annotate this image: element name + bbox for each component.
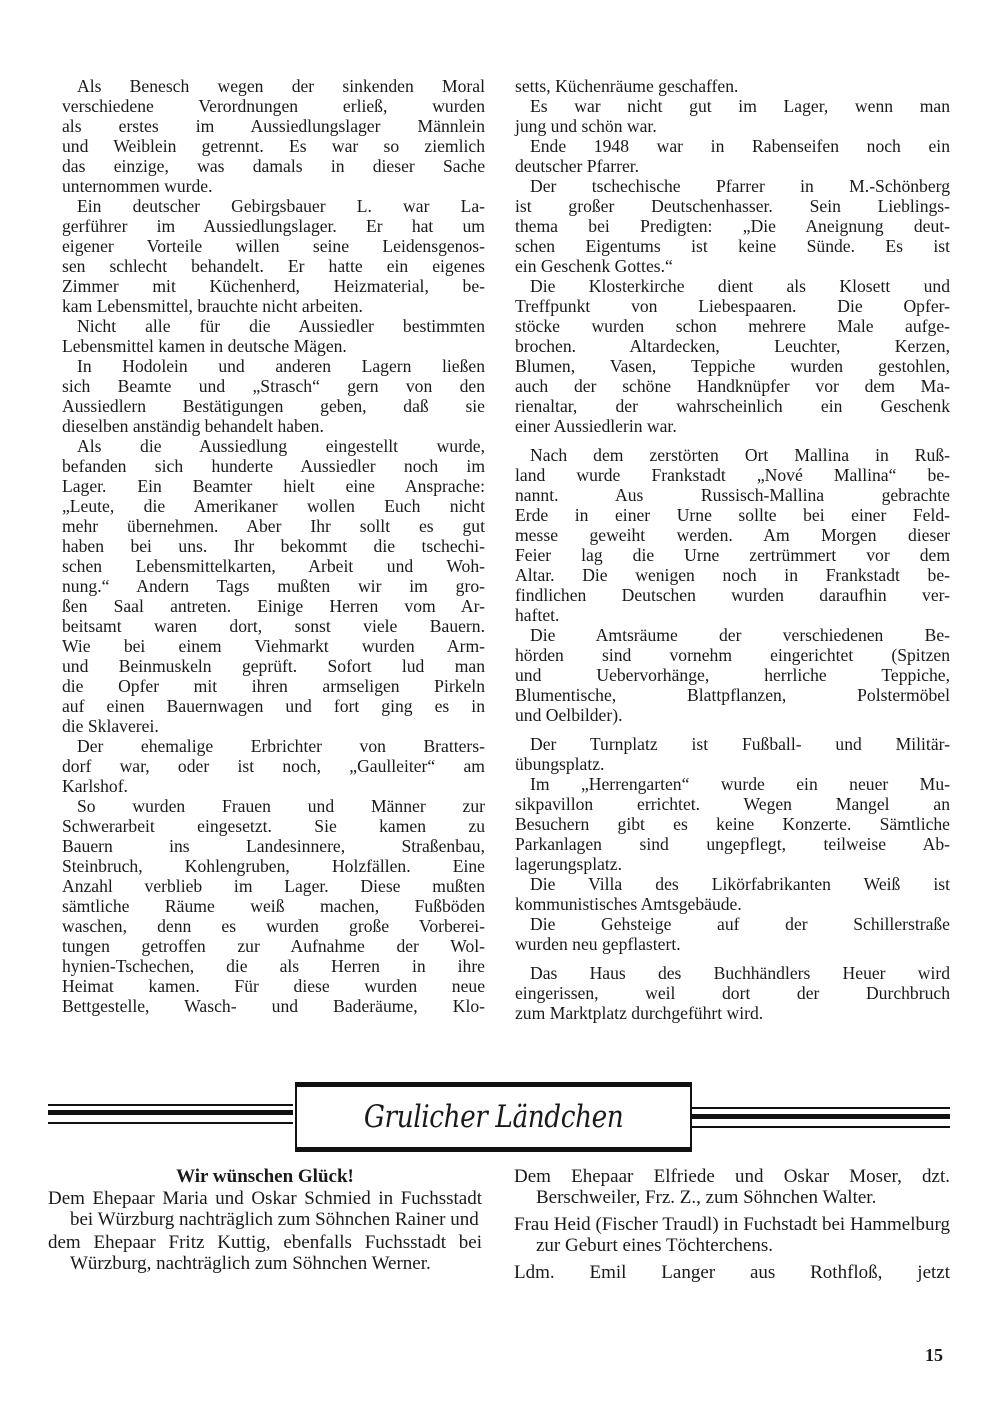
text-line: Bettgestelle, Wasch- und Baderäume, Klo- xyxy=(62,996,485,1016)
announcement-entry: Ldm. Emil Langer aus Rothfloß, jetzt xyxy=(514,1262,950,1283)
text-line: Besuchern gibt es keine Konzerte. Sämtliche xyxy=(515,814,950,834)
text-line: lagerungsplatz. xyxy=(515,854,622,874)
text-line: auch der schöne Handknüpfer vor dem Ma- xyxy=(515,376,950,396)
text-line: haben bei uns. Ihr bekommt die tschechi- xyxy=(62,536,485,556)
page-number: 15 xyxy=(925,1345,943,1365)
text-line: Blumentische, Blattpflanzen, Polstermöbel xyxy=(515,685,950,705)
text-line: mehr übernehmen. Aber Ihr sollt es gut xyxy=(62,516,485,536)
section-title-box xyxy=(295,1082,692,1152)
text-line: eingerissen, weil dort der Durchbruch xyxy=(515,983,950,1003)
text-line: thema bei Predigten: „Die Aneignung deut- xyxy=(515,216,950,236)
text-line: Erde in einer Urne sollte bei einer Feld- xyxy=(515,505,950,525)
text-line: deutscher Pfarrer. xyxy=(515,156,640,176)
banner-rule-right-thin xyxy=(690,1107,950,1109)
paragraph xyxy=(62,736,485,796)
text-line: Als die Aussiedlung eingestellt wurde, xyxy=(77,436,485,456)
paragraph xyxy=(62,356,485,436)
text-line: Steinbruch, Kohlengruben, Holzfällen. Eine xyxy=(62,856,485,876)
text-line: Nach dem zerstörten Ort Mallina in Ruß- xyxy=(530,445,950,465)
text-line: Ende 1948 war in Rabenseifen noch ein xyxy=(530,136,950,156)
paragraph xyxy=(515,963,950,1023)
text-line: nung.“ Andern Tags mußten wir im gro- xyxy=(62,576,485,596)
announcement-entry: Dem Ehepaar Maria und Oskar Schmied in Fuchsstadt bei Würzburg nachträglich zum Söhnchen Rainer und xyxy=(48,1188,482,1230)
text-line: Aussiedlern Bestätigungen geben, daß sie xyxy=(62,396,485,416)
paragraph xyxy=(515,874,950,914)
text-line: land wurde Frankstadt „Nové Mallina“ be- xyxy=(515,465,950,485)
text-line: die Sklaverei. xyxy=(62,716,159,736)
text-line: nannt. Aus Russisch-Mallina gebrachte xyxy=(515,485,950,505)
paragraph xyxy=(62,436,485,736)
text-line: Schwerarbeit eingesetzt. Sie kamen zu xyxy=(62,816,485,836)
announcement-entry: dem Ehepaar Fritz Kuttig, ebenfalls Fuchsstadt bei Würzburg, nachträglich zum Söhnchen Werner. xyxy=(48,1232,482,1274)
text-line: brochen. Altardecken, Leuchter, Kerzen, xyxy=(515,336,950,356)
paragraph xyxy=(515,76,950,96)
announcements-right-column xyxy=(514,1166,950,1284)
text-line: gerführer im Aussiedlungslager. Er hat um xyxy=(62,216,485,236)
text-line: Das Haus des Buchhändlers Heuer wird xyxy=(530,963,950,983)
text-line: schen Eigentums ist keine Sünde. Es ist xyxy=(515,236,950,256)
text-line: zum Marktplatz durchgeführt wird. xyxy=(515,1003,764,1023)
text-line: übungsplatz. xyxy=(515,754,605,774)
text-line: Der ehemalige Erbrichter von Bratters- xyxy=(77,736,485,756)
text-line: befanden sich hunderte Aussiedler noch im xyxy=(62,456,485,476)
text-line: Karlshof. xyxy=(62,776,128,796)
text-line: Altar. Die wenigen noch in Frankstadt be- xyxy=(515,565,950,585)
text-line: unternommen wurde. xyxy=(62,176,213,196)
text-line: Treffpunkt von Liebespaaren. Die Opfer- xyxy=(515,296,950,316)
text-line: Zimmer mit Küchenherd, Heizmaterial, be- xyxy=(62,276,485,296)
text-line: und Weiblein getrennt. Es war so ziemlich xyxy=(62,136,485,156)
paragraph xyxy=(515,176,950,276)
text-line: sämtliche Räume weiß machen, Fußböden xyxy=(62,896,485,916)
paragraph xyxy=(515,625,950,725)
text-line: Blumen, Vasen, Teppiche wurden gestohlen, xyxy=(515,356,950,376)
paragraph xyxy=(515,96,950,136)
text-line: Die Amtsräume der verschiedenen Be- xyxy=(530,625,950,645)
text-line: Parkanlagen sind ungepflegt, teilweise Ab- xyxy=(515,834,950,854)
announcement-entry: Dem Ehepaar Elfriede und Oskar Moser, dzt. Berschweiler, Frz. Z., zum Söhnchen Walter. xyxy=(514,1166,950,1208)
text-line: Der Turnplatz ist Fußball- und Militär- xyxy=(530,734,950,754)
text-line: wurden neu gepflastert. xyxy=(515,934,681,954)
text-line: Die Villa des Likörfabrikanten Weiß ist xyxy=(530,874,950,894)
text-line: sich Beamte und „Strasch“ gern von den xyxy=(62,376,485,396)
paragraph xyxy=(515,734,950,774)
text-line: So wurden Frauen und Männer zur xyxy=(77,796,485,816)
text-line: Der tschechische Pfarrer in M.-Schönberg xyxy=(530,176,950,196)
section-title: Grulicher Ländchen xyxy=(363,1099,624,1135)
text-line: waschen, denn es wurden große Vorberei- xyxy=(62,916,485,936)
text-line: In Hodolein und anderen Lagern ließen xyxy=(77,356,485,376)
paragraph xyxy=(62,316,485,356)
text-line: Nicht alle für die Aussiedler bestimmten xyxy=(77,316,485,336)
text-line: Wie bei einem Viehmarkt wurden Arm- xyxy=(62,636,485,656)
text-line: messe geweiht werden. Am Morgen dieser xyxy=(515,525,950,545)
text-line: sikpavillon errichtet. Wegen Mangel an xyxy=(515,794,950,814)
text-line: ist großer Deutschenhasser. Sein Lieblings- xyxy=(515,196,950,216)
text-line: und Uebervorhänge, herrliche Teppiche, xyxy=(515,665,950,685)
paragraph xyxy=(515,914,950,954)
text-line: haftet. xyxy=(515,605,560,625)
text-line: kommunistisches Amtsgebäude. xyxy=(515,894,742,914)
text-line: Lebensmittel kamen in deutsche Mägen. xyxy=(62,336,347,356)
text-line: einer Aussiedlerin war. xyxy=(515,416,677,436)
announcements-heading: Wir wünschen Glück! xyxy=(176,1166,354,1187)
text-line: rienaltar, der wahrscheinlich ein Geschenk xyxy=(515,396,950,416)
text-line: Im „Herrengarten“ wurde ein neuer Mu- xyxy=(530,774,950,794)
paragraph xyxy=(515,445,950,625)
text-line: und Beinmuskeln geprüft. Sofort lud man xyxy=(62,656,485,676)
text-line: Anzahl verblieb im Lager. Diese mußten xyxy=(62,876,485,896)
text-line: ßen Saal antreten. Einige Herren vom Ar- xyxy=(62,596,485,616)
text-line: Es war nicht gut im Lager, wenn man xyxy=(530,96,950,116)
paragraph xyxy=(515,276,950,436)
text-line: beitsamt waren dort, sonst viele Bauern. xyxy=(62,616,485,636)
text-line: als erstes im Aussiedlungslager Männlein xyxy=(62,116,485,136)
announcements-left-column xyxy=(48,1166,482,1275)
text-line: das einzige, was damals in dieser Sache xyxy=(62,156,485,176)
text-line: dorf war, oder ist noch, „Gaulleiter“ am xyxy=(62,756,485,776)
text-line: findlichen Deutschen wurden daraufhin ver- xyxy=(515,585,950,605)
text-line: schen Lebensmittelkarten, Arbeit und Woh- xyxy=(62,556,485,576)
text-line: die Opfer mit ihren armseligen Pirkeln xyxy=(62,676,485,696)
article-left-column xyxy=(62,76,485,1016)
banner-rule-left-thick xyxy=(48,1110,293,1115)
text-line: setts, Küchenräume geschaffen. xyxy=(515,76,739,96)
text-line: Ein deutscher Gebirgsbauer L. war La- xyxy=(77,196,485,216)
text-line: hörden sind vornehm eingerichtet (Spitzen xyxy=(515,645,950,665)
paragraph xyxy=(515,774,950,874)
text-line: Bauern ins Landesinnere, Straßenbau, xyxy=(62,836,485,856)
text-line: Als Benesch wegen der sinkenden Moral xyxy=(77,76,485,96)
text-line: jung und schön war. xyxy=(515,116,657,136)
banner-rule-left-thin xyxy=(48,1122,293,1124)
text-line: Die Gehsteige auf der Schillerstraße xyxy=(530,914,950,934)
text-line: und Oelbilder). xyxy=(515,705,623,725)
text-line: Die Klosterkirche dient als Klosett und xyxy=(530,276,950,296)
text-line: Heimat kamen. Für diese wurden neue xyxy=(62,976,485,996)
announcement-entry: Frau Heid (Fischer Traudl) in Fuchstadt bei Hammelburg zur Geburt eines Töchterchens. xyxy=(514,1214,950,1256)
section-banner xyxy=(48,1082,950,1152)
text-line: eigener Vorteile willen seine Leidensgenos- xyxy=(62,236,485,256)
text-line: stöcke wurden schon mehrere Male aufge- xyxy=(515,316,950,336)
text-line: Feier lag die Urne zertrümmert vor dem xyxy=(515,545,950,565)
text-line: „Leute, die Amerikaner wollen Euch nicht xyxy=(62,496,485,516)
text-line: tungen getroffen zur Aufnahme der Wol- xyxy=(62,936,485,956)
paragraph xyxy=(62,76,485,196)
text-line: kam Lebensmittel, brauchte nicht arbeiten. xyxy=(62,296,363,316)
text-line: dieselben anständig behandelt haben. xyxy=(62,416,324,436)
text-line: sen schlecht behandelt. Er hatte ein eigenes xyxy=(62,256,485,276)
paragraph xyxy=(62,196,485,316)
banner-rule-right-thick xyxy=(690,1114,950,1119)
paragraph xyxy=(62,796,485,1016)
text-line: hynien-Tschechen, die als Herren in ihre xyxy=(62,956,485,976)
banner-rule-right-thin xyxy=(690,1126,950,1128)
banner-rule-left-thin xyxy=(48,1104,293,1106)
text-line: auf einen Bauernwagen und fort ging es in xyxy=(62,696,485,716)
article-right-column xyxy=(515,76,950,1023)
paragraph xyxy=(515,136,950,176)
text-line: Lager. Ein Beamter hielt eine Ansprache: xyxy=(62,476,485,496)
text-line: ein Geschenk Gottes.“ xyxy=(515,256,673,276)
text-line: verschiedene Verordnungen erließ, wurden xyxy=(62,96,485,116)
